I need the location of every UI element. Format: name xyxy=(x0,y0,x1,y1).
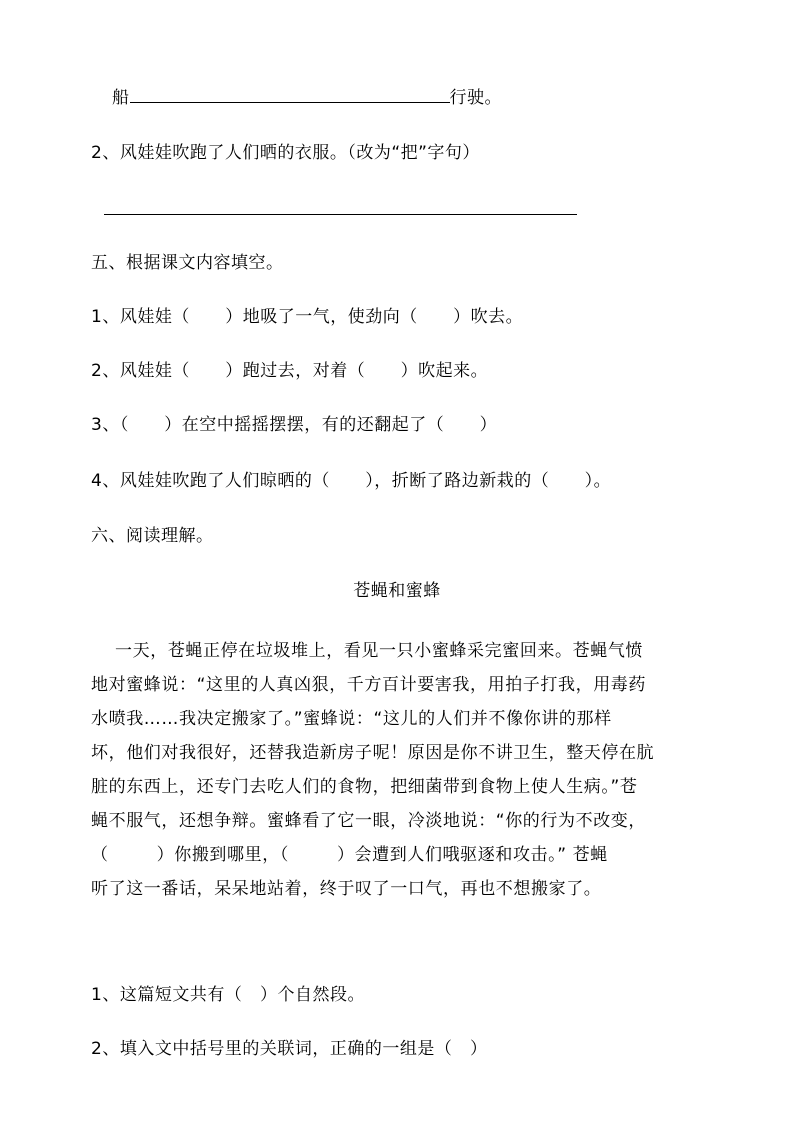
passage-line: 坏，他们对我很好，还替我造新房子呢！原因是你不讲卫生，整天停在肮 xyxy=(91,743,655,763)
section6-heading: 六、阅读理解。 xyxy=(91,526,214,546)
passage-line: 蝇不服气，还想争辩。蜜蜂看了它一眼，冷淡地说：“你的行为不改变， xyxy=(91,811,647,831)
section5-item-1: 1、风娃娃（ ）地吸了一气，使劲向（ ）吹去。 xyxy=(91,307,524,327)
section4-q1-line xyxy=(112,86,502,110)
passage-line: 一天，苍蝇正停在垃圾堆上，看见一只小蜜蜂采完蜜回来。苍蝇气愤 xyxy=(91,641,644,661)
passage-line: 听了这一番话，呆呆地站着，终于叹了一口气，再也不想搬家了。 xyxy=(91,879,602,899)
section5-item-3: 3、（ ）在空中摇摇摆摆，有的还翻起了（ ） xyxy=(91,415,498,435)
section6-question-1: 1、这篇短文共有（ ）个自然段。 xyxy=(91,985,366,1005)
section5-heading: 五、根据课文内容填空。 xyxy=(91,253,284,273)
passage-line: （ ）你搬到哪里，（ ）会遭到人们哦驱逐和攻击。” 苍蝇 xyxy=(91,845,608,865)
q1-prefix: 船 xyxy=(112,88,130,108)
passage-title: 苍蝇和蜜蜂 xyxy=(353,581,441,601)
section5-item-2: 2、风娃娃（ ）跑过去，对着（ ）吹起来。 xyxy=(91,361,489,381)
q2-answer-line[interactable] xyxy=(104,214,577,215)
passage-body xyxy=(91,634,707,906)
section4-q2: 2、风娃娃吹跑了人们晒的衣服。（改为“把”字句） xyxy=(91,143,480,163)
section5-item-4: 4、风娃娃吹跑了人们晾晒的（ ），折断了路边新栽的（ ）。 xyxy=(91,471,612,491)
passage-line: 水喷我……我决定搬家了。”蜜蜂说：“这儿的人们并不像你讲的那样 xyxy=(91,709,612,729)
section6-question-2: 2、填入文中括号里的关联词，正确的一组是（ ） xyxy=(91,1039,488,1059)
q1-suffix: 行驶。 xyxy=(449,88,502,108)
passage-line: 地对蜜蜂说：“这里的人真凶狠，千方百计要害我，用拍子打我，用毒药 xyxy=(91,675,647,695)
passage-line: 脏的东西上，还专门去吃人们的食物，把细菌带到食物上使人生病。”苍 xyxy=(91,777,638,797)
q1-answer-blank[interactable] xyxy=(130,88,450,103)
